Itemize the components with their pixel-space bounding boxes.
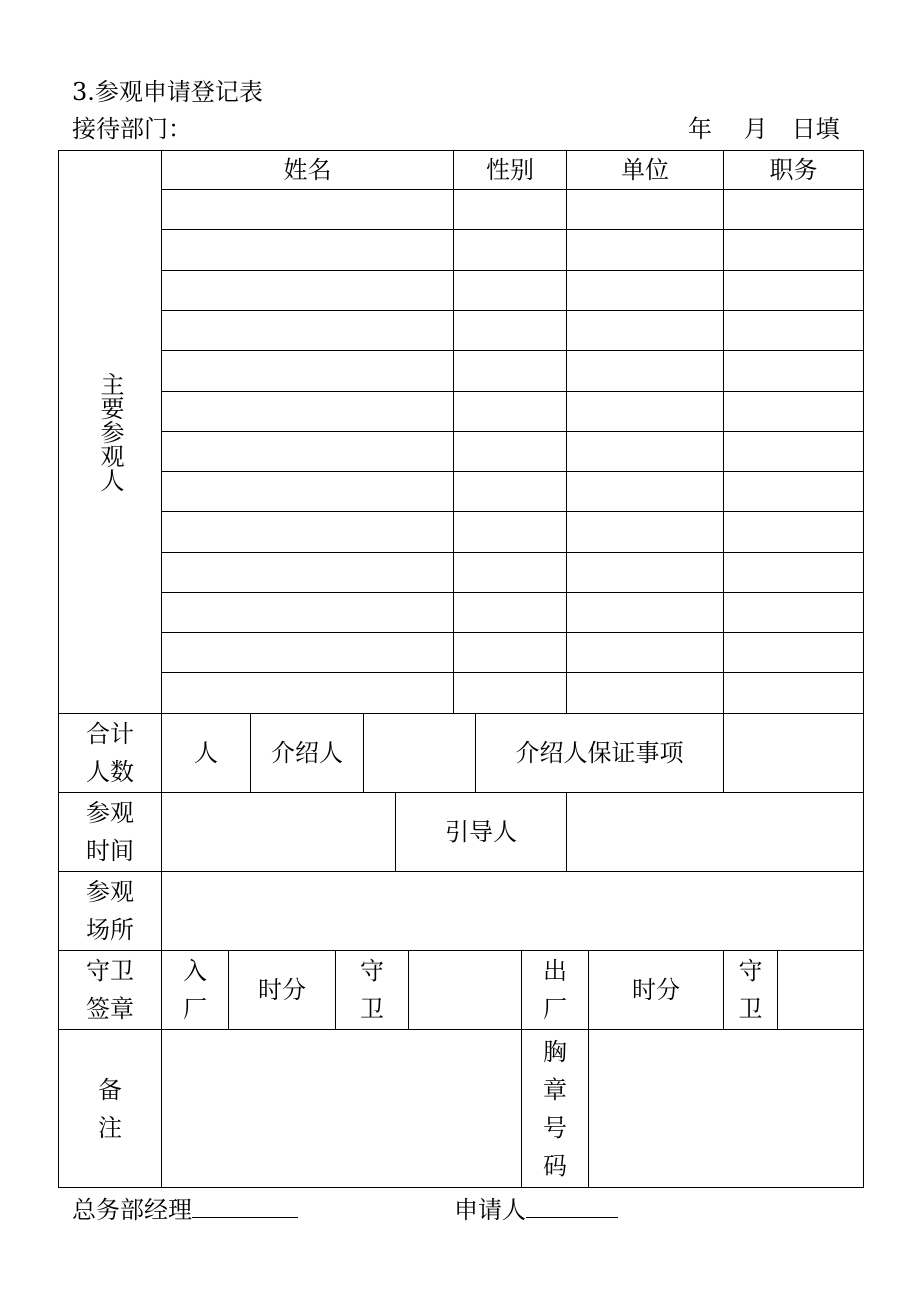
header-name: 姓名 [283, 156, 332, 184]
guide-label: 引导人 [445, 818, 517, 846]
total-count-label [59, 714, 161, 792]
enter-factory-label [162, 951, 228, 1029]
badge-number-label [522, 1030, 588, 1187]
visit-time-text: 参观时间 [85, 799, 134, 865]
guard-sign-label [59, 951, 161, 1029]
date-fill-label: 年 月 日填 [688, 115, 840, 143]
total-count-text: 合计人数 [85, 720, 134, 786]
introducer-value[interactable] [364, 714, 475, 792]
remarks-text: 备注 [97, 1075, 122, 1142]
applicant-signature [454, 1195, 618, 1224]
guard-enter-text: 守卫 [359, 957, 384, 1023]
introducer-label: 介绍人 [271, 739, 343, 767]
header-unit: 单位 [621, 156, 669, 184]
header-position: 职务 [769, 156, 818, 184]
applicant-signature-line[interactable] [526, 1195, 618, 1218]
guard-label-exit [724, 951, 777, 1029]
visit-place-text: 参观场所 [85, 878, 134, 944]
header-gender: 性别 [486, 156, 534, 184]
reception-dept-label: 接待部门： [72, 115, 192, 143]
guard-label-enter [336, 951, 408, 1029]
visit-place-label [59, 872, 161, 950]
badge-number-text: 胸章号码 [542, 1037, 567, 1180]
manager-signature [72, 1195, 298, 1224]
manager-signature-line[interactable] [192, 1195, 298, 1218]
enter-factory-text: 入厂 [182, 957, 207, 1023]
enter-time-label: 时分 [258, 976, 306, 1004]
visit-time-label [59, 793, 161, 871]
manager-label: 总务部经理 [72, 1196, 192, 1224]
main-visitors-text: 主要参观人 [96, 371, 124, 492]
guarantee-label: 介绍人保证事项 [515, 739, 684, 767]
guard-exit-text: 守卫 [738, 957, 763, 1023]
main-visitors-label [59, 150, 161, 713]
exit-factory-label [522, 951, 588, 1029]
guarantee-value[interactable] [724, 714, 863, 792]
guard-sign-text: 守卫签章 [85, 957, 134, 1023]
form-title: 3.参观申请登记表 [72, 78, 263, 106]
applicant-label: 申请人 [454, 1196, 526, 1224]
exit-time-label: 时分 [632, 976, 680, 1004]
person-unit-label: 人 [194, 739, 218, 767]
exit-factory-text: 出厂 [542, 957, 567, 1023]
remarks-label [59, 1030, 161, 1187]
